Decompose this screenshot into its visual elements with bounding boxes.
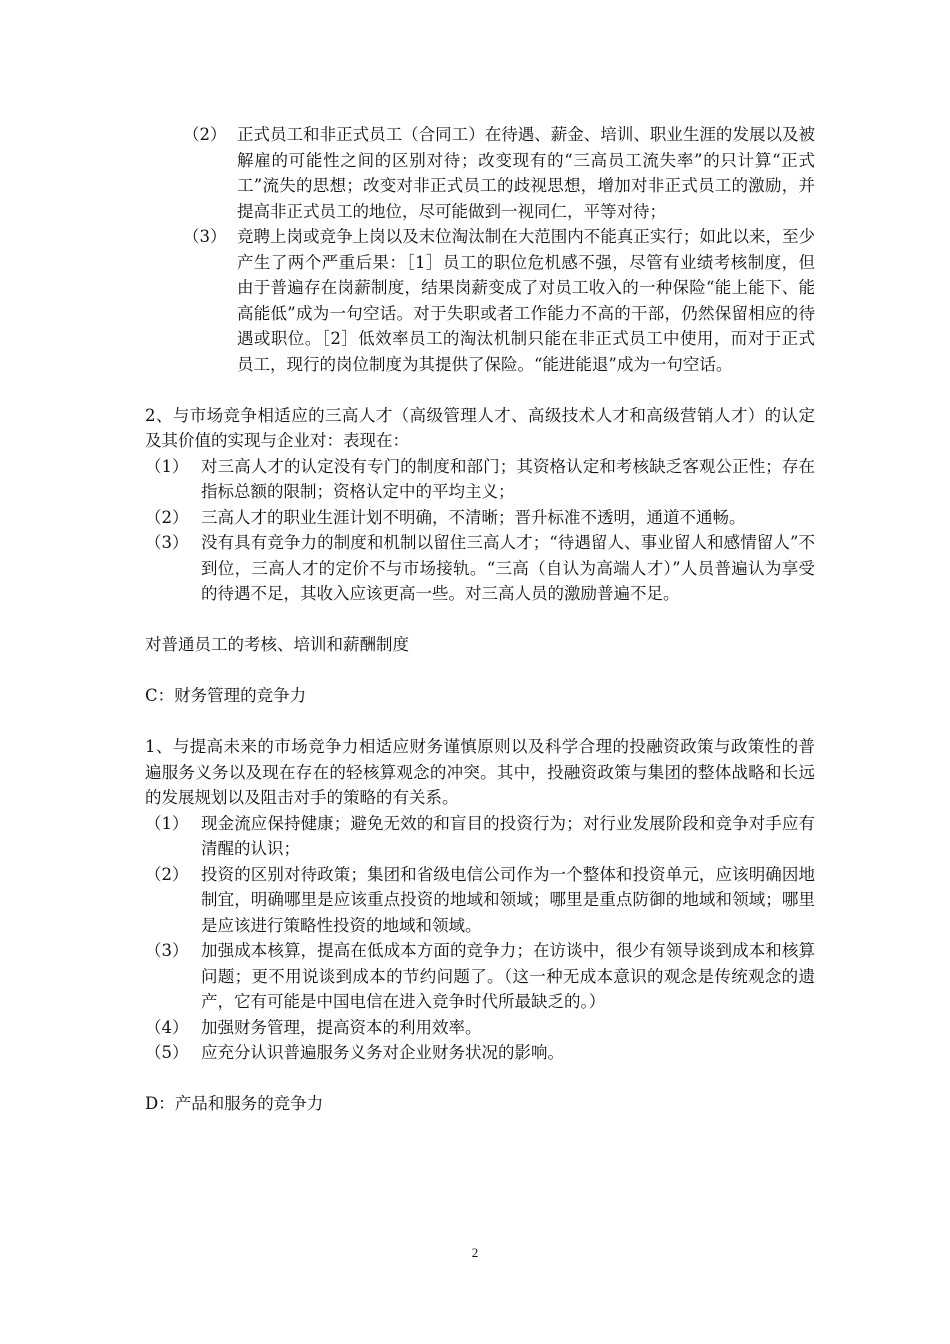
list-item <box>183 122 815 224</box>
list-item <box>145 938 815 1015</box>
paragraph-spacer <box>145 709 815 735</box>
paragraph-spacer <box>145 377 815 403</box>
product-heading: D：产品和服务的竞争力 <box>145 1094 324 1113</box>
list-item-number: （1） <box>145 813 189 833</box>
list-item-text: 应充分认识普遍服务义务对企业财务状况的影响。 <box>201 1043 564 1062</box>
paragraph-spacer <box>145 607 815 633</box>
list-item <box>145 1040 815 1066</box>
list-item-number: （5） <box>145 1043 189 1062</box>
list-item <box>183 224 815 377</box>
paragraph-spacer <box>145 1066 815 1092</box>
list-item-text: 投资的区别对待政策；集团和省级电信公司作为一个整体和投资单元，应该明确因地制宜，明确哪里是应该重点投资的地域和领域；哪里是重点防御的地域和领域；哪里是应该进行策略性投资的地域和领域。 <box>201 864 815 935</box>
list-item-number: （3） <box>145 533 189 552</box>
list-item-text: 对三高人才的认定没有专门的制度和部门；其资格认定和考核缺乏客观公正性；存在指标总额的限制；资格认定中的平均主义； <box>201 456 815 501</box>
list-item-number: （2） <box>145 864 189 884</box>
finance-heading: C：财务管理的竞争力 <box>145 686 307 705</box>
list-item-text: 加强成本核算，提高在低成本方面的竞争力；在访谈中，很少有领导谈到成本和核算问题；更不用说谈到成本的节约问题了。（这一种无成本意识的观念是传统观念的遗产，它有可能是中国电信在进入竞争时代所最缺乏的。） <box>201 941 815 1011</box>
list-item-number: （3） <box>183 227 227 246</box>
list-item-number: （2） <box>145 507 189 527</box>
list-item-number: （3） <box>145 941 189 960</box>
finance-intro-paragraph: 1、与提高未来的市场竞争力相适应财务谨慎原则以及科学合理的投融资政策与政策性的普遍服务义务以及现在存在的轻核算观念的冲突。其中，投融资政策与集团的整体战略和长远的发展规划以及阻击对手的策略的有关系。 <box>145 737 815 807</box>
list-item-text: 现金流应保持健康；避免无效的和盲目的投资行为；对行业发展阶段和竞争对手应有清醒的认识； <box>201 813 815 858</box>
list-item-text: 正式员工和非正式员工（合同工）在待遇、薪金、培训、职业生涯的发展以及被解雇的可能性之间的区别对待；改变现有的“三高员工流失率”的只计算“正式工”流失的思想；改变对非正式员工的歧视思想，增加对非正式员工的激励，并提高非正式员工的地位，尽可能做到一视同仁，平等对待； <box>237 125 815 221</box>
list-item-number: （2） <box>183 125 227 144</box>
list-item-number: （1） <box>145 456 189 476</box>
staff-treatment-list <box>183 122 815 377</box>
list-item-number: （4） <box>145 1017 189 1037</box>
list-item-text: 三高人才的职业生涯计划不明确，不清晰；晋升标准不透明，通道不通畅。 <box>201 507 746 527</box>
page-number: 2 <box>471 1245 479 1260</box>
list-item <box>145 530 815 607</box>
talent-list <box>145 454 815 607</box>
list-item <box>145 505 815 531</box>
list-item-text: 竞聘上岗或竞争上岗以及末位淘汰制在大范围内不能真正实行；如此以来，至少产生了两个严重后果：［1］员工的职位危机感不强，尽管有业绩考核制度，但由于普遍存在岗薪制度，结果岗薪变成了对员工收入的一种保险“能上能下、能高能低”成为一句空话。对于失职或者工作能力不高的干部，仍然保留相应的待遇或职位。［2］低效率员工的淘汰机制只能在非正式员工中使用，而对于正式员工，现行的岗位制度为其提供了保险。“能进能退”成为一句空话。 <box>237 227 815 374</box>
list-item <box>145 454 815 505</box>
ordinary-staff-heading: 对普通员工的考核、培训和薪酬制度 <box>145 635 409 654</box>
list-item <box>145 1015 815 1041</box>
finance-list <box>145 811 815 1066</box>
list-item <box>145 862 815 939</box>
paragraph-spacer <box>145 658 815 684</box>
list-item-text: 加强财务管理，提高资本的利用效率。 <box>201 1017 482 1037</box>
document-body <box>145 122 815 1117</box>
talent-intro-paragraph: 2、与市场竞争相适应的三高人才（高级管理人才、高级技术人才和高级营销人才）的认定及其价值的实现与企业对：表现在： <box>145 405 815 450</box>
list-item-text: 没有具有竞争力的制度和机制以留住三高人才；“待遇留人、事业留人和感情留人”不到位，三高人才的定价不与市场接轨。“三高（自认为高端人才）”人员普遍认为享受的待遇不足，其收入应该更高一些。对三高人员的激励普遍不足。 <box>201 533 815 603</box>
list-item <box>145 811 815 862</box>
